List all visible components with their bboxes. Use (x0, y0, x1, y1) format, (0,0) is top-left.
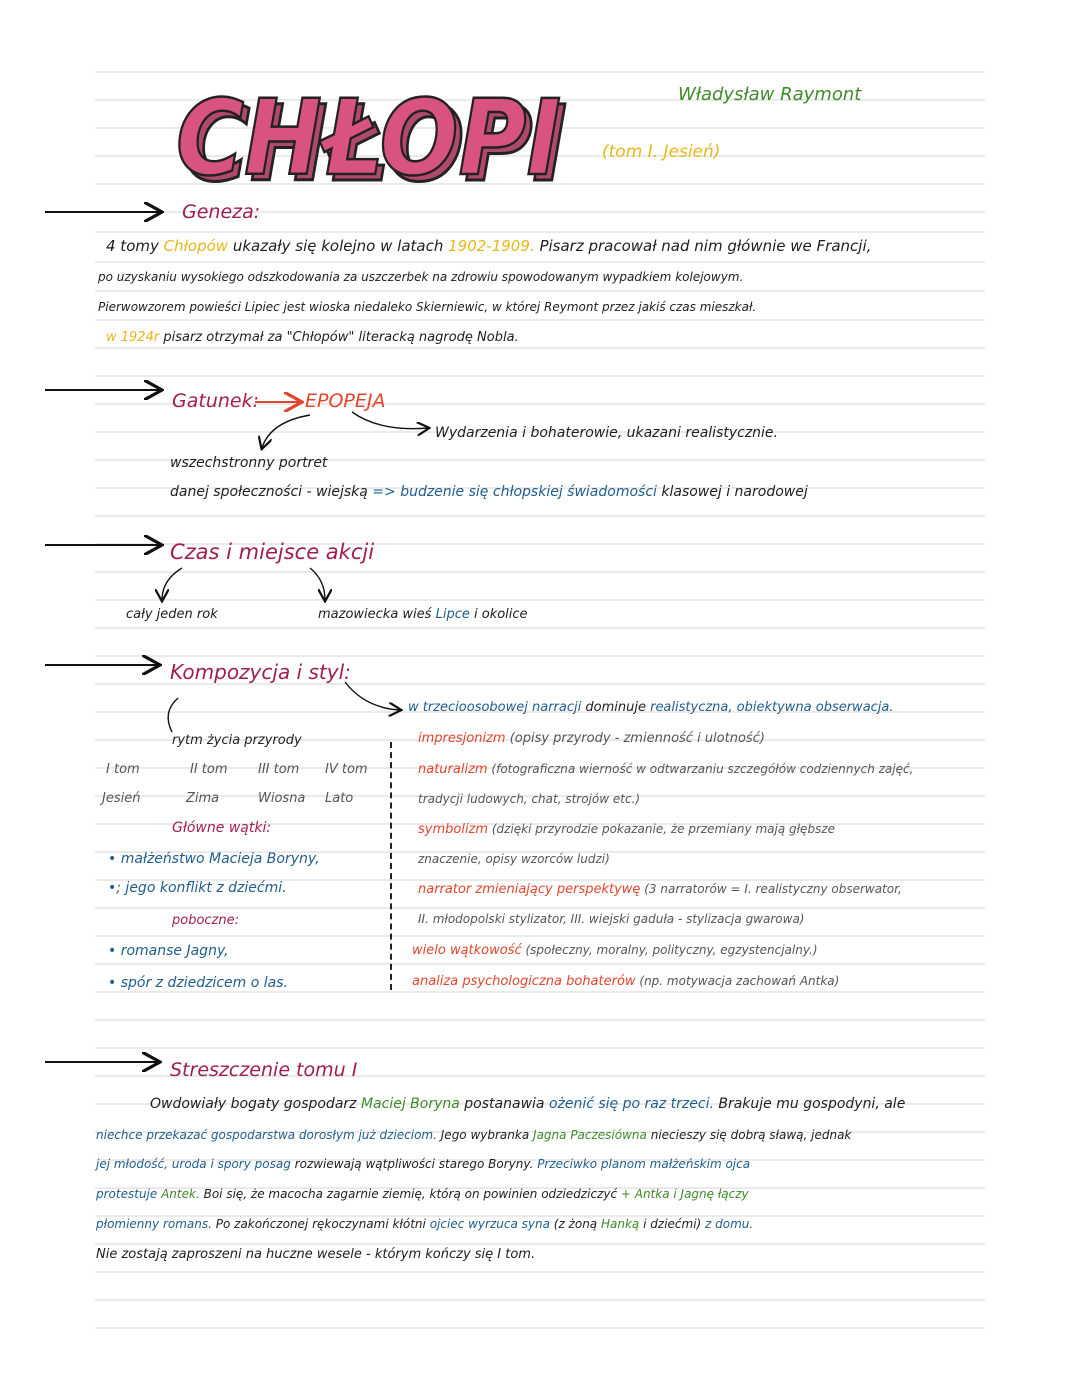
volume: (tom I. Jesień) (602, 142, 721, 162)
author: Władysław Raymont (678, 84, 862, 105)
summary-line-1: Owdowiały bogaty gospodarz Maciej Boryna postanawia ożenić się po raz trzeci. Brakuje mu gospodyni, ale (150, 1096, 906, 1112)
czas-right: mazowiecka wieś Lipce i okolice (318, 607, 528, 622)
geneza-line-1: 4 tomy Chłopów ukazały się kolejno w latach 1902-1909. Pisarz pracował nad nim głównie we Francji, (106, 237, 872, 255)
season-1: Jesień (102, 791, 141, 806)
narration-line: w trzecioosobowej narracji dominuje realistyczna, obiektywna obserwacja. (408, 700, 894, 715)
tome-1: I tom (106, 762, 140, 777)
geneza-heading: Geneza: (182, 201, 261, 223)
side-thread-1: • romanse Jagny, (108, 943, 229, 959)
style-symbolizm: symbolizm (dzięki przyrodzie pokazanie, że przemiany mają głębsze (418, 822, 835, 837)
style-impresjonizm: impresjonizm (opisy przyrody - zmienność i ulotność) (418, 731, 765, 746)
czas-heading: Czas i miejsce akcji (170, 540, 375, 564)
streszczenie-heading: Streszczenie tomu I (170, 1059, 358, 1081)
geneza-line-3: Pierwowzorem powieści Lipiec jest wioska niedaleko Skierniewic, w której Reymont przez jakiś czas mieszkał. (98, 300, 757, 314)
gatunek-right-note: Wydarzenia i bohaterowie, ukazani realistycznie. (435, 425, 778, 441)
genre-epopeja: EPOPEJA (305, 390, 386, 412)
season-2: Zima (186, 791, 220, 806)
style-symbolizm-cont: znaczenie, opisy wzorców ludzi) (418, 852, 610, 866)
column-divider (390, 742, 392, 990)
style-wielowatkowosc: wielo wątkowość (społeczny, moralny, polityczny, egzystencjalny.) (412, 943, 818, 958)
geneza-line-4: w 1924r pisarz otrzymał za "Chłopów" literacką nagrodę Nobla. (106, 330, 519, 345)
title-shadow: CHŁOPI (182, 83, 567, 192)
gatunek-left-note-2: danej społeczności - wiejską => budzenie się chłopskiej świadomości klasowej i narodowej (170, 484, 808, 500)
tome-4: IV tom (325, 762, 368, 777)
summary-line-4: protestuje Antek. Boi się, że macocha zagarnie ziemię, którą on powinien odziedziczyć + Antka i Jagnę łączy (96, 1187, 749, 1201)
main-thread-2: •; jego konflikt z dziećmi. (108, 880, 287, 896)
summary-line-2: niechce przekazać gospodarstwa dorosłym już dzieciom. Jego wybranka Jagna Paczesiówna niecieszy się dobrą sławą, jednak (96, 1128, 852, 1142)
kompozycja-heading: Kompozycja i styl: (170, 660, 351, 684)
summary-line-3: jej młodość, uroda i spory posag rozwiewają wątpliwości starego Boryny. Przeciwko planom małżeńskim ojca (96, 1157, 751, 1171)
style-narrator-cont: II. młodopolski stylizator, III. wiejski gaduła - stylizacja gwarowa) (418, 912, 805, 926)
czas-left: cały jeden rok (126, 607, 218, 622)
season-3: Wiosna (258, 791, 306, 806)
gatunek-left-note-1: wszechstronny portret (170, 455, 328, 471)
side-thread-2: • spór z dziedzicem o las. (108, 975, 288, 991)
style-analiza: analiza psychologiczna bohaterów (np. motywacja zachowań Antka) (412, 974, 840, 989)
tome-3: III tom (258, 762, 300, 777)
style-narrator: narrator zmieniający perspektywę (3 narratorów = I. realistyczny obserwator, (418, 882, 902, 897)
summary-line-6: Nie zostają zaproszeni na huczne wesele - którym kończy się I tom. (96, 1247, 536, 1262)
title-logo (170, 72, 570, 192)
rhythm-label: rytm życia przyrody (172, 733, 302, 748)
geneza-line-2: po uzyskaniu wysokiego odszkodowania za uszczerbek na zdrowiu spowodowanym wypadkiem kolejowym. (98, 270, 744, 284)
style-naturalizm: naturalizm (fotograficzna wierność w odtwarzaniu szczegółów codziennych zajęć, (418, 762, 914, 777)
main-thread-1: • małżeństwo Macieja Boryny, (108, 851, 320, 867)
summary-line-5: płomienny romans. Po zakończonej rękoczynami kłótni ojciec wyrzuca syna (z żoną Hanką i dziećmi) z domu. (96, 1217, 754, 1231)
gatunek-heading: Gatunek: (172, 390, 259, 412)
main-threads-label: Główne wątki: (172, 820, 272, 836)
side-threads-label: poboczne: (172, 913, 239, 928)
tome-2: II tom (190, 762, 228, 777)
title-text: CHŁOPI (176, 77, 561, 192)
style-naturalizm-cont: tradycji ludowych, chat, strojów etc.) (418, 792, 641, 806)
season-4: Lato (325, 791, 354, 806)
